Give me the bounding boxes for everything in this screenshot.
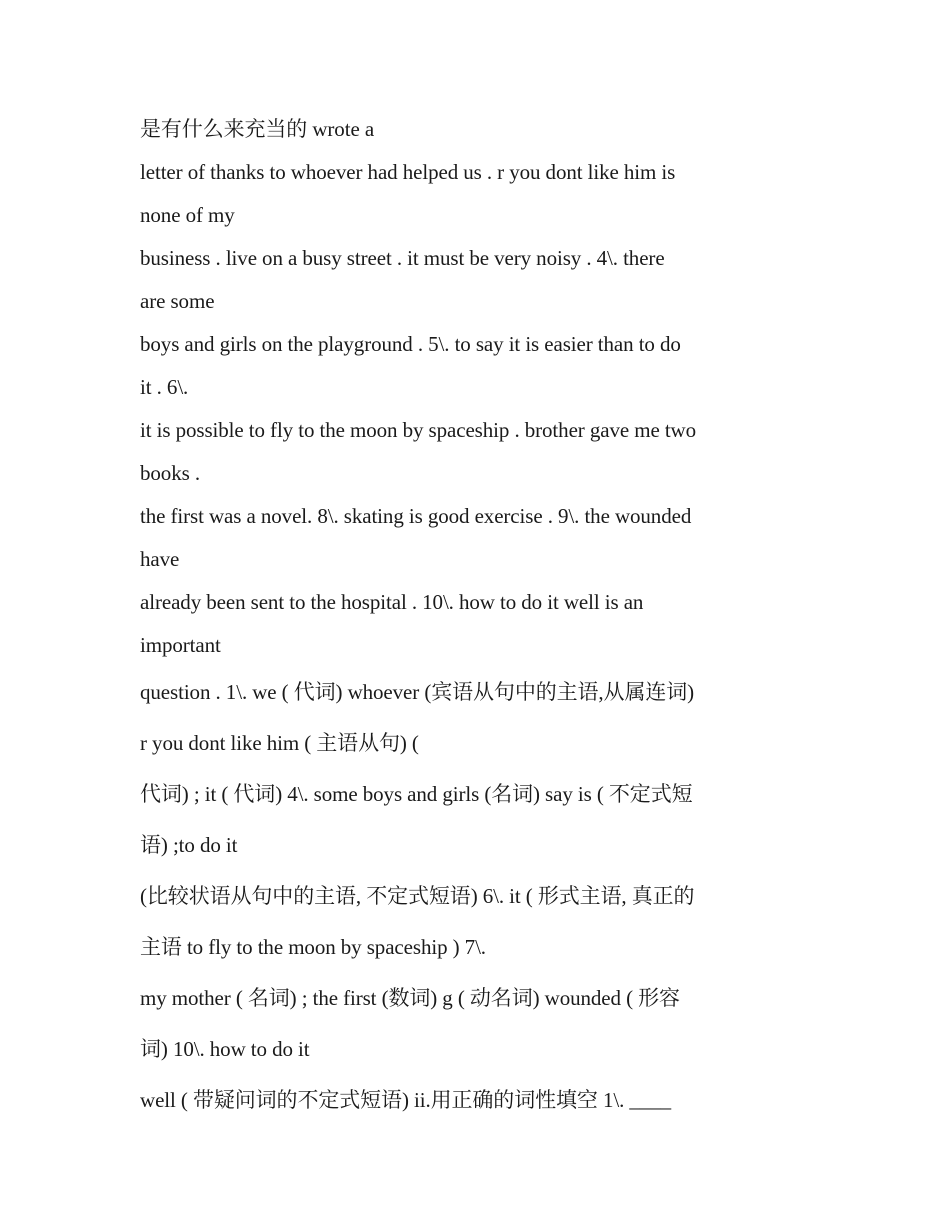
- text-line: it . 6\.: [140, 375, 189, 399]
- text-line: already been sent to the hospital . 10\. how to do it well is an: [140, 590, 644, 614]
- text-line: the first was a novel. 8\. skating is good exercise . 9\. the wounded: [140, 504, 692, 528]
- text-line: it is possible to fly to the moon by spaceship . brother gave me two: [140, 418, 697, 442]
- text-line: none of my: [140, 203, 235, 227]
- text-line: (比较状语从句中的主语, 不定式短语) 6\. it ( 形式主语, 真正的: [140, 884, 695, 908]
- text-line: question . 1\. we ( 代词) whoever (宾语从句中的主语,从属连词): [140, 680, 695, 704]
- text-line: 主语 to fly to the moon by spaceship ) 7\.: [140, 935, 486, 959]
- text-line: letter of thanks to whoever had helped us . r you dont like him is: [140, 160, 676, 184]
- text-line: 词) 10\. how to do it: [140, 1037, 310, 1061]
- text-line: well ( 带疑问词的不定式短语) ii.用正确的词性填空 1\. ____: [140, 1088, 671, 1112]
- text-line: 是有什么来充当的 wrote a: [140, 117, 375, 141]
- text-line: are some: [140, 289, 215, 313]
- text-line: r you dont like him ( 主语从句) (: [140, 731, 419, 755]
- text-line: 语) ;to do it: [140, 833, 238, 857]
- text-line: books .: [140, 461, 200, 485]
- text-line: boys and girls on the playground . 5\. to say it is easier than to do: [140, 332, 681, 356]
- document-page: [140, 108, 830, 1126]
- text-line: important: [140, 633, 221, 657]
- text-line: business . live on a busy street . it must be very noisy . 4\. there: [140, 246, 665, 270]
- text-line: 代词) ; it ( 代词) 4\. some boys and girls (名词) say is ( 不定式短: [140, 782, 693, 806]
- text-line: have: [140, 547, 180, 571]
- text-line: my mother ( 名词) ; the first (数词) g ( 动名词) wounded ( 形容: [140, 986, 680, 1010]
